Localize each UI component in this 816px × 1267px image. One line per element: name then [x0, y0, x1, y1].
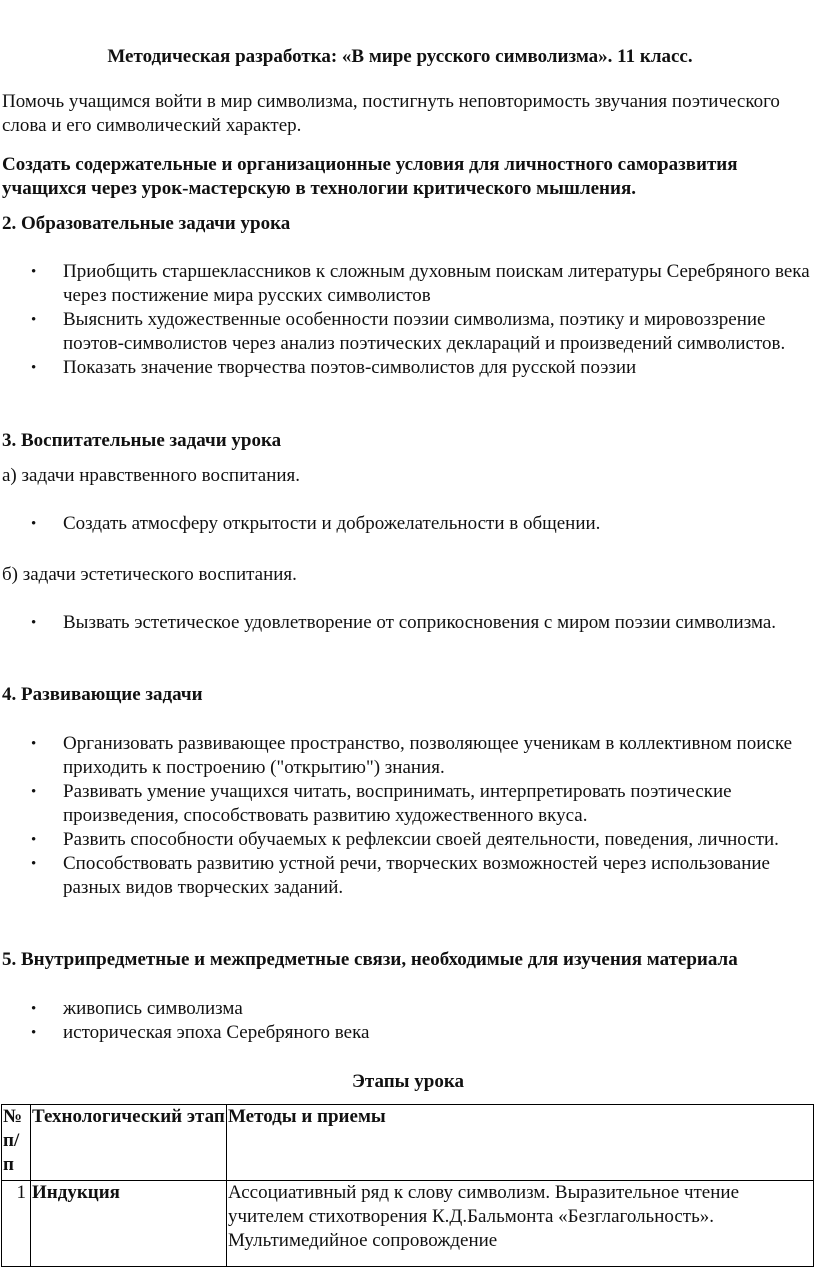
section4-list: [0, 732, 812, 900]
list-item: • Способствовать развитию устной речи, творческих возможностей через использование разных видов творческих заданий.: [0, 852, 812, 900]
list-item: • Выяснить художественные особенности поэзии символизма, поэтику и мировоззрение поэтов-символистов через анализ поэтических деклараций и произведений символистов.: [0, 308, 812, 356]
list-item: • Организовать развивающее пространство, позволяющее ученикам в коллективном поиске приходить к построению ("открытию") знания.: [0, 732, 812, 780]
stages-title: Этапы урока: [352, 1071, 464, 1092]
list-item: • Вызвать эстетическое удовлетворение от соприкосновения с миром поэзии символизма.: [0, 611, 812, 635]
table-header-row: [2, 1105, 814, 1181]
section2-list: [0, 260, 812, 380]
section4-heading: 4. Развивающие задачи: [2, 684, 203, 705]
section3-sub-b: б) задачи эстетического воспитания.: [2, 564, 297, 585]
table-cell-methods: Ассоциативный ряд к слову символизм. Выразительное чтение учителем стихотворения К.Д.Бальмонта «Безглагольность». Мультимедийное сопровождение: [227, 1181, 814, 1267]
section5-list: [0, 997, 812, 1045]
list-item: • историческая эпоха Серебряного века: [0, 1021, 812, 1045]
section3-heading: 3. Воспитательные задачи урока: [2, 430, 282, 451]
column-header-number: № п/п: [2, 1105, 31, 1181]
table-cell-stage: Индукция: [31, 1181, 227, 1267]
section5-heading: 5. Внутрипредметные и межпредметные связи, необходимые для изучения материала: [2, 949, 738, 970]
list-item: • Создать атмосферу открытости и доброжелательности в общении.: [0, 512, 812, 536]
section3-sub-a: а) задачи нравственного воспитания.: [2, 465, 301, 486]
table-cell-number: 1: [2, 1181, 31, 1267]
stages-table: [1, 1104, 814, 1267]
column-header-methods: Методы и приемы: [227, 1105, 814, 1181]
list-item: • Приобщить старшеклассников к сложным духовным поискам литературы Серебряного века через постижение мира русских символистов: [0, 260, 812, 308]
section3-list-b: [0, 611, 812, 635]
section3-list-a: [0, 512, 812, 536]
section2-heading: 2. Образовательные задачи урока: [2, 213, 291, 234]
intro-paragraph: Помочь учащимся войти в мир символизма, постигнуть неповторимость звучания поэтического слова и его символический характер.: [2, 91, 780, 136]
table-row: [2, 1181, 814, 1267]
list-item: • Развить способности обучаемых к рефлексии своей деятельности, поведения, личности.: [0, 828, 812, 852]
list-item: • Показать значение творчества поэтов-символистов для русской поэзии: [0, 356, 812, 380]
list-item: • живопись символизма: [0, 997, 812, 1021]
column-header-stage: Технологический этап: [31, 1105, 227, 1181]
page-title: Методическая разработка: «В мире русского символизма». 11 класс.: [107, 46, 693, 67]
goal-paragraph: Создать содержательные и организационные условия для личностного саморазвития учащихся через урок-мастерскую в технологии критического мышления.: [2, 154, 738, 199]
list-item: • Развивать умение учащихся читать, воспринимать, интерпретировать поэтические произведения, способствовать развитию художественного вкуса.: [0, 780, 812, 828]
